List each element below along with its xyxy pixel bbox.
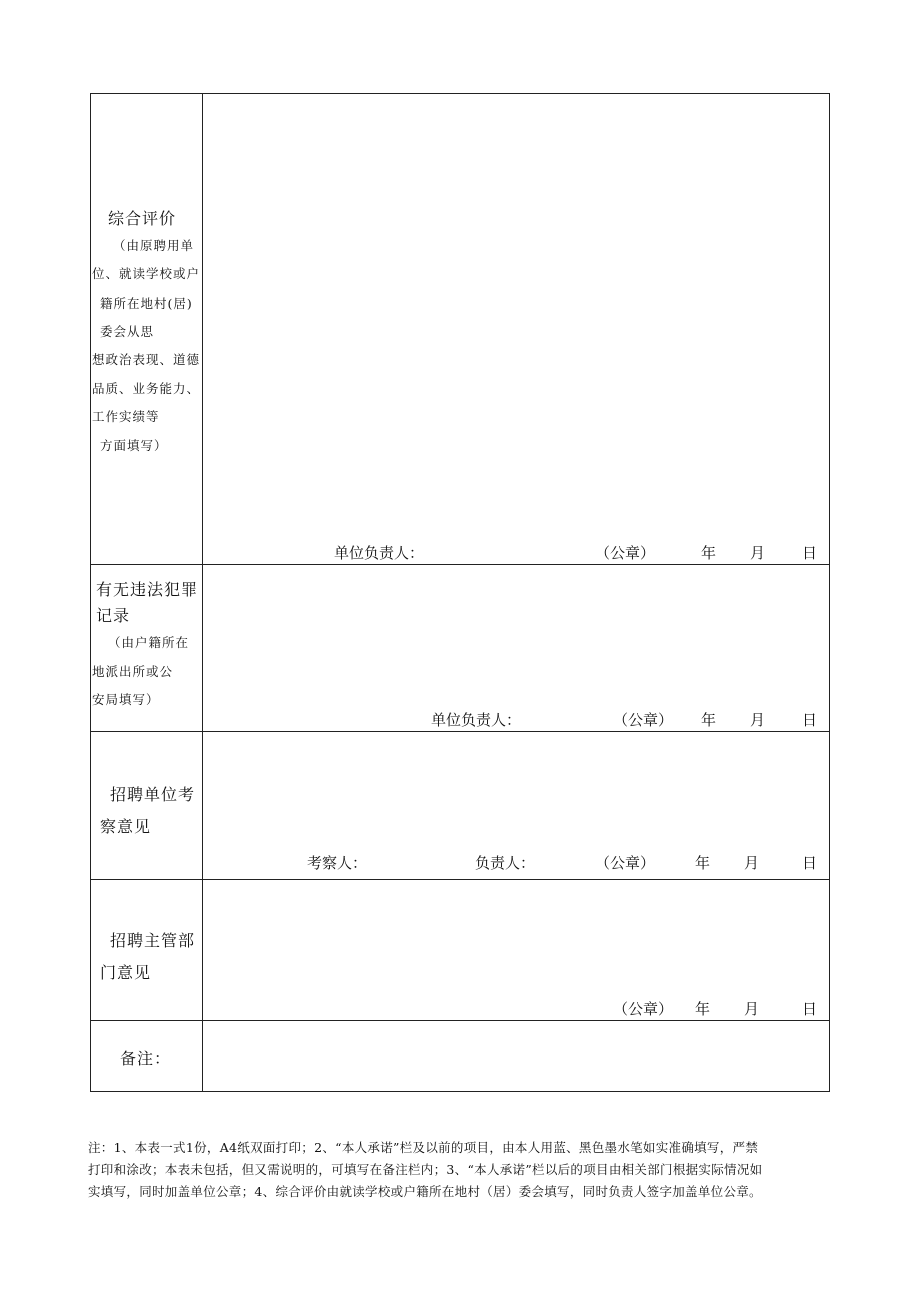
evaluation-desc-line: 委会从思 xyxy=(100,324,155,339)
evaluation-desc-line: 工作实绩等 xyxy=(92,409,160,424)
remarks-title: 备注： xyxy=(120,1049,172,1068)
criminal-record-month-label: 月 xyxy=(750,711,766,729)
criminal-record-day-label: 日 xyxy=(802,711,818,729)
criminal-record-desc-line: （由户籍所在 xyxy=(108,635,190,650)
evaluation-signer-label: 单位负责人： xyxy=(334,544,425,562)
evaluation-desc-line: 位、就读学校或户 xyxy=(92,266,201,281)
evaluation-month-label: 月 xyxy=(750,544,766,562)
employer-opinion-label-cell xyxy=(91,732,203,879)
form-table xyxy=(90,93,830,1092)
row-evaluation xyxy=(91,94,829,565)
criminal-record-signer-label: 单位负责人： xyxy=(431,711,522,729)
employer-opinion-seal-label: （公章） xyxy=(595,854,656,872)
footnote-line: 实填写，同时加盖单位公章；4、综合评价由就读学校或户籍所在地村（居）委会填写，同时负责人签字加盖单位公章。 xyxy=(88,1184,762,1199)
criminal-record-title: 有无违法犯罪 xyxy=(96,580,199,599)
remarks-content-cell[interactable] xyxy=(203,1021,829,1091)
evaluation-year-label: 年 xyxy=(701,544,717,562)
evaluation-content-cell[interactable] xyxy=(203,94,829,564)
authority-opinion-seal-label: （公章） xyxy=(613,1000,674,1018)
authority-opinion-content-cell[interactable] xyxy=(203,880,829,1020)
footnote-line: 打印和涂改；本表未包括，但又需说明的，可填写在备注栏内；3、“本人承诺”栏以后的项目由相关部门根据实际情况如 xyxy=(88,1162,763,1177)
criminal-record-desc-line: 地派出所或公 xyxy=(92,664,174,679)
evaluation-label-cell xyxy=(91,94,203,564)
evaluation-desc-line: 品质、业务能力、 xyxy=(92,381,201,396)
row-remarks xyxy=(91,1021,829,1091)
evaluation-desc-line: 方面填写） xyxy=(100,438,168,453)
employer-opinion-content-cell[interactable] xyxy=(203,732,829,879)
employer-opinion-day-label: 日 xyxy=(802,854,818,872)
row-authority-opinion xyxy=(91,880,829,1021)
row-employer-opinion xyxy=(91,732,829,880)
inspector-label: 考察人： xyxy=(307,854,368,872)
authority-opinion-label-cell xyxy=(91,880,203,1020)
authority-opinion-day-label: 日 xyxy=(802,1000,818,1018)
criminal-record-desc-line: 安局填写） xyxy=(92,692,160,707)
footnote xyxy=(88,1137,833,1203)
employer-opinion-month-label: 月 xyxy=(744,854,760,872)
authority-opinion-title: 招聘主管部 xyxy=(110,931,196,950)
remarks-label-cell xyxy=(91,1021,203,1091)
evaluation-day-label: 日 xyxy=(802,544,818,562)
employer-opinion-title: 招聘单位考 xyxy=(110,785,196,804)
principal-label: 负责人： xyxy=(475,854,536,872)
footnote-line: 注：1、本表一式1份，A4纸双面打印；2、“本人承诺”栏及以前的项目，由本人用蓝、黑色墨水笔如实准确填写，严禁 xyxy=(88,1140,759,1155)
criminal-record-label-cell xyxy=(91,565,203,731)
criminal-record-seal-label: （公章） xyxy=(613,711,674,729)
criminal-record-year-label: 年 xyxy=(701,711,717,729)
criminal-record-content-cell[interactable] xyxy=(203,565,829,731)
evaluation-desc-line: （由原聘用单 xyxy=(113,238,195,253)
criminal-record-title: 记录 xyxy=(96,606,131,625)
authority-opinion-month-label: 月 xyxy=(744,1000,760,1018)
evaluation-title: 综合评价 xyxy=(108,209,177,228)
evaluation-desc-line: 籍所在地村(居) xyxy=(100,296,193,311)
authority-opinion-title: 门意见 xyxy=(100,963,152,982)
row-criminal-record xyxy=(91,565,829,732)
evaluation-seal-label: （公章） xyxy=(595,544,656,562)
evaluation-desc-line: 想政治表现、道德 xyxy=(92,352,201,367)
employer-opinion-title: 察意见 xyxy=(100,817,152,836)
employer-opinion-year-label: 年 xyxy=(695,854,711,872)
authority-opinion-year-label: 年 xyxy=(695,1000,711,1018)
